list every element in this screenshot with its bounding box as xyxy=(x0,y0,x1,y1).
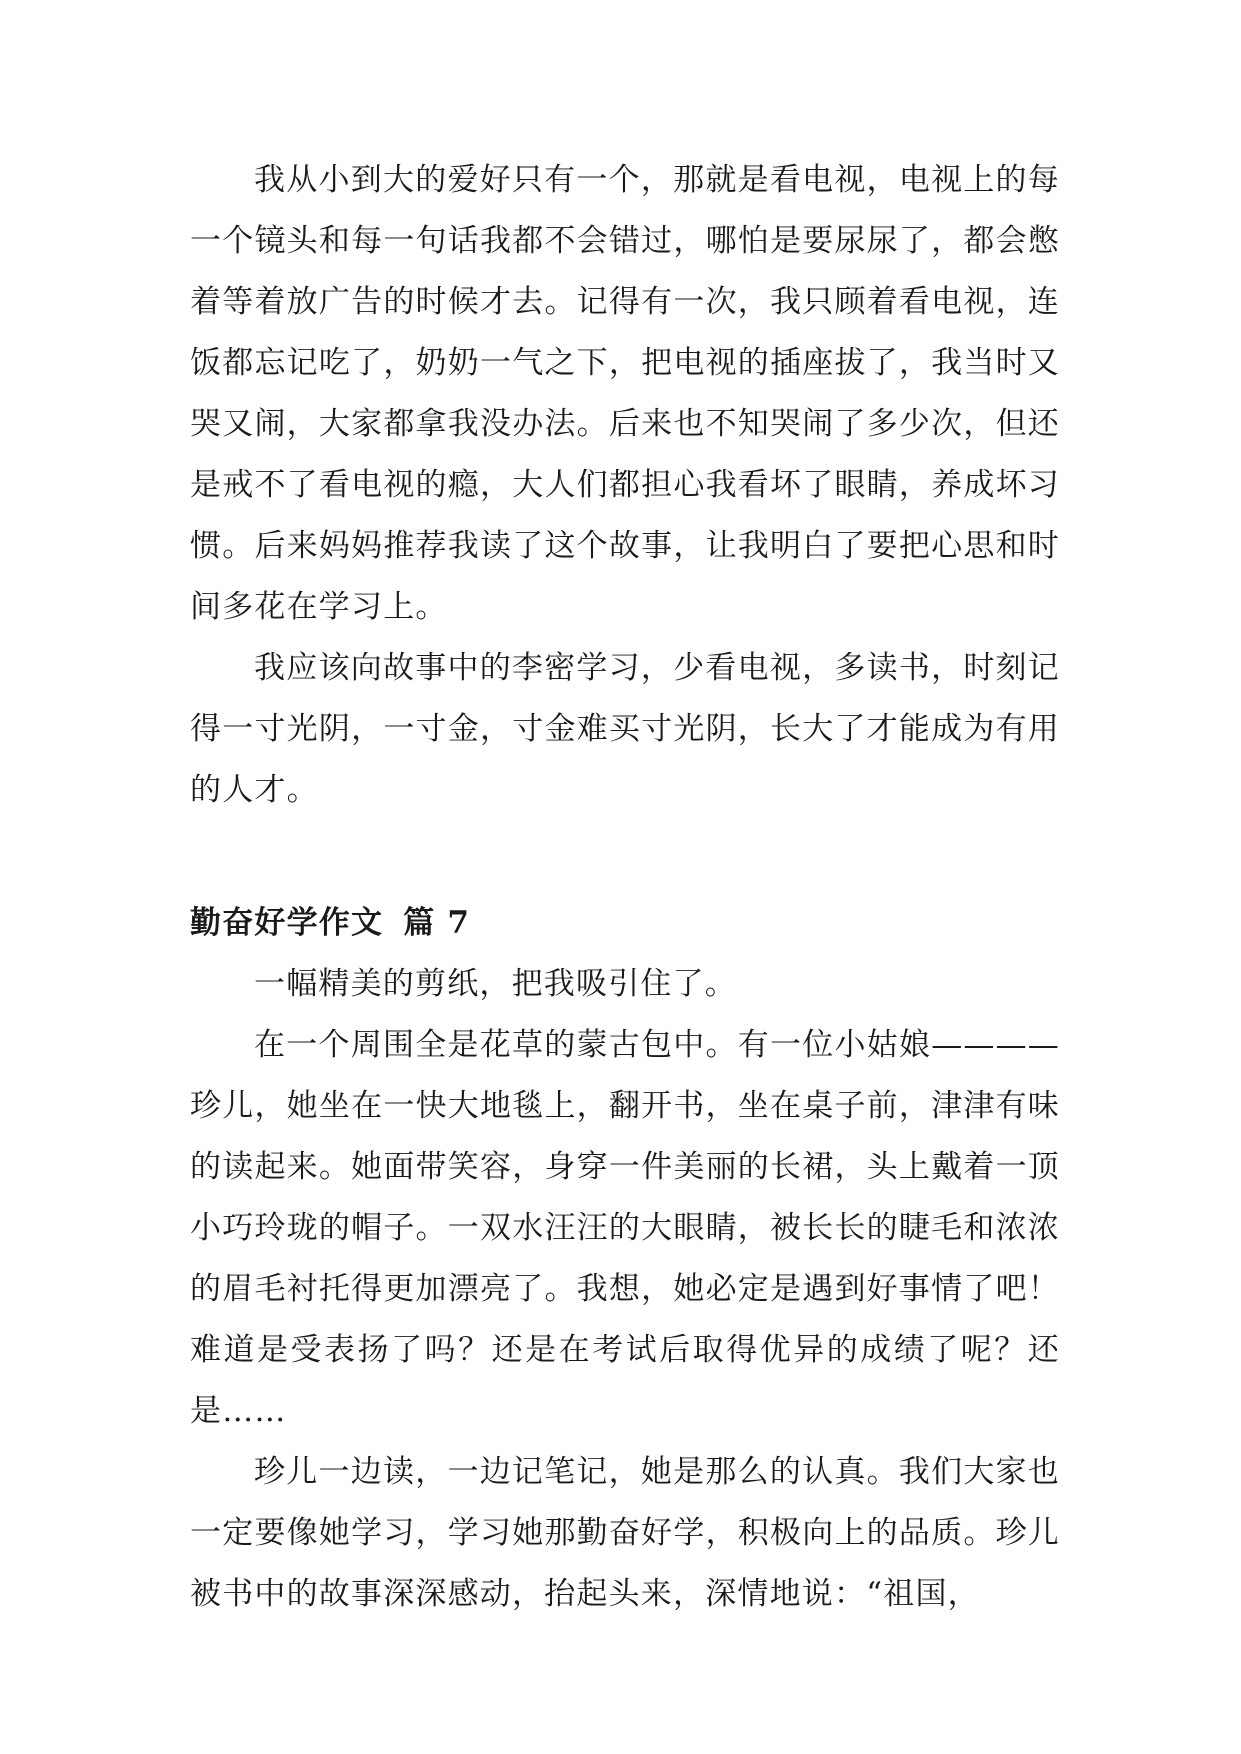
paragraph-tv-hobby: 我从小到大的爱好只有一个，那就是看电视，电视上的每一个镜头和每一句话我都不会错过，哪怕是要尿尿了，都会憋着等着放广告的时候才去。记得有一次，我只顾着看电视，连饭都忘记吃了，奶奶一气之下，把电视的插座拔了，我当时又哭又闹，大家都拿我没办法。后来也不知哭闹了多少次，但还是戒不了看电视的瘾，大人们都担心我看坏了眼睛，养成坏习惯。后来妈妈推荐我读了这个故事，让我明白了要把心思和时间多花在学习上。 xyxy=(190,162,1060,625)
essay-heading xyxy=(190,893,1060,954)
paragraph-zhen-er-description: 在一个周围全是花草的蒙古包中。有一位小姑娘————珍儿，她坐在一快大地毯上，翻开书，坐在桌子前，津津有味的读起来。她面带笑容，身穿一件美丽的长裙，头上戴着一顶小巧玲珑的帽子。一双水汪汪的大眼睛，被长长的睫毛和浓浓的眉毛衬托得更加漂亮了。我想，她必定是遇到好事情了吧！难道是受表扬了吗？还是在考试后取得优异的成绩了呢？还是…… xyxy=(190,1027,1060,1429)
paragraph-li-mi-lesson: 我应该向故事中的李密学习，少看电视，多读书，时刻记得一寸光阴，一寸金，寸金难买寸光阴，长大了才能成为有用的人才。 xyxy=(190,650,1060,808)
document-page xyxy=(190,150,1060,1625)
essay-number-label: 篇 7 xyxy=(403,905,471,941)
essay-title: 勤奋好学作文 xyxy=(190,905,384,941)
paragraph-paper-cut: 一幅精美的剪纸，把我吸引住了。 xyxy=(254,966,737,1002)
section-spacer xyxy=(190,821,1060,893)
paragraph-zhen-er-reading: 珍儿一边读，一边记笔记，她是那么的认真。我们大家也一定要像她学习，学习她那勤奋好学，积极向上的品质。珍儿被书中的故事深深感动，抬起头来，深情地说：“祖国， xyxy=(190,1454,1060,1612)
